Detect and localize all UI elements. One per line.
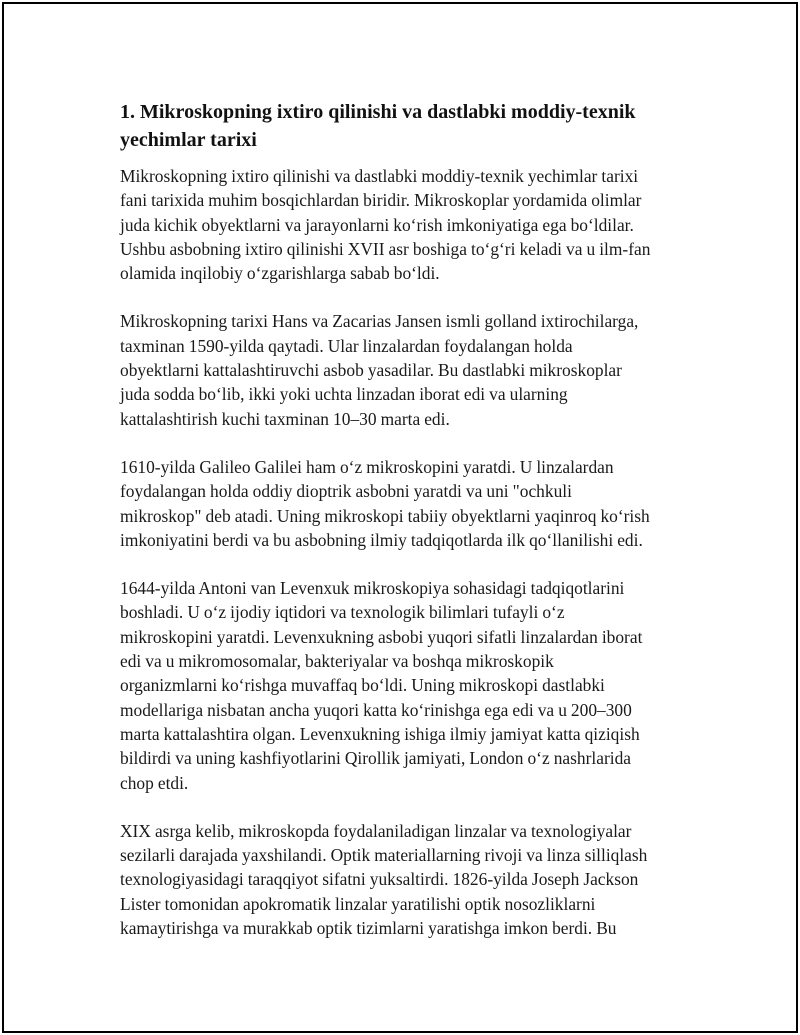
text-line: fani tarixida muhim bosqichlardan biridir. Mikroskoplar yordamida olimlar (120, 190, 642, 211)
text-line: kamaytirishga va murakkab optik tizimlarni yaratishga imkon berdi. Bu (120, 918, 617, 939)
heading-line: yechimlar tarixi (120, 129, 257, 151)
text-line: texnologiyasidagi taraqqiyot sifatni yuksaltirdi. 1826-yilda Joseph Jackson (120, 869, 639, 890)
text-line: boshladi. U oʻz ijodiy iqtidori va texnologik bilimlari tufayli oʻz (120, 602, 565, 623)
page-frame (2, 2, 798, 1033)
text-line: kattalashtirish kuchi taxminan 10–30 marta edi. (120, 408, 450, 429)
text-line: Ushbu asbobning ixtiro qilinishi XVII asr boshiga toʻgʻri keladi va u ilm-fan (120, 238, 651, 259)
text-line: obyektlarni kattalashtiruvchi asbob yasadilar. Bu dastlabki mikroskoplar (120, 360, 622, 381)
paragraph (120, 819, 695, 940)
paragraph (120, 576, 695, 795)
paragraph (120, 455, 695, 552)
text-line: bildirdi va uning kashfiyotlarini Qirollik jamiyati, London oʻz nashrlarida (120, 748, 631, 769)
text-line: modellariga nisbatan ancha yuqori katta koʻrinishga ega edi va u 200–300 (120, 699, 632, 720)
text-line: 1610-yilda Galileo Galilei ham oʻz mikroskopini yaratdi. U linzalardan (120, 456, 614, 477)
paragraph (120, 164, 695, 285)
text-line: edi va u mikromosomalar, bakteriyalar va boshqa mikroskopik (120, 651, 554, 672)
text-line: Mikroskopning ixtiro qilinishi va dastlabki moddiy-texnik yechimlar tarixi (120, 166, 639, 186)
text-line: taxminan 1590-yilda qaytadi. Ular linzalardan foydalangan holda (120, 335, 573, 356)
text-line: organizmlarni koʻrishga muvaffaq boʻldi. Uning mikroskopi dastlabki (120, 675, 605, 696)
text-line: chop etdi. (120, 772, 189, 793)
text-line: mikroskop" deb atadi. Uning mikroskopi tabiiy obyektlarni yaqinroq koʻrish (120, 505, 650, 526)
text-line: imkoniyatini berdi va bu asbobning ilmiy tadqiqotlarda ilk qoʻllanilishi edi. (120, 529, 643, 550)
heading-line: 1. Mikroskopning ixtiro qilinishi va dastlabki moddiy-texnik (120, 101, 636, 123)
text-line: olamida inqilobiy oʻzgarishlarga sabab boʻldi. (120, 263, 440, 284)
text-line: juda sodda boʻlib, ikki yoki uchta linzadan iborat edi va ularning (120, 384, 568, 405)
text-line: Lister tomonidan apokromatik linzalar yaratilishi optik nosozliklarni (120, 893, 596, 914)
text-line: sezilarli darajada yaxshilandi. Optik materiallarning rivoji va linza silliqlash (120, 845, 648, 866)
section-heading (120, 98, 695, 154)
text-line: foydalangan holda oddiy dioptrik asbobni yaratdi va uni "ochkuli (120, 481, 572, 502)
text-line: Mikroskopning tarixi Hans va Zacarias Jansen ismli golland ixtirochilarga, (120, 311, 639, 332)
text-line: XIX asrga kelib, mikroskopda foydalaniladigan linzalar va texnologiyalar (120, 820, 632, 841)
text-line: mikroskopini yaratdi. Levenxukning asbobi yuqori sifatli linzalardan iborat (120, 626, 643, 647)
paragraph (120, 309, 695, 430)
text-line: 1644-yilda Antoni van Levenxuk mikroskopiya sohasidagi tadqiqotlarini (120, 578, 625, 599)
text-line: marta kattalashtira olgan. Levenxukning ishiga ilmiy jamiyat katta qiziqish (120, 723, 640, 744)
document-body (120, 98, 695, 964)
text-line: juda kichik obyektlarni va jarayonlarni koʻrish imkoniyatiga ega boʻldilar. (120, 214, 634, 235)
